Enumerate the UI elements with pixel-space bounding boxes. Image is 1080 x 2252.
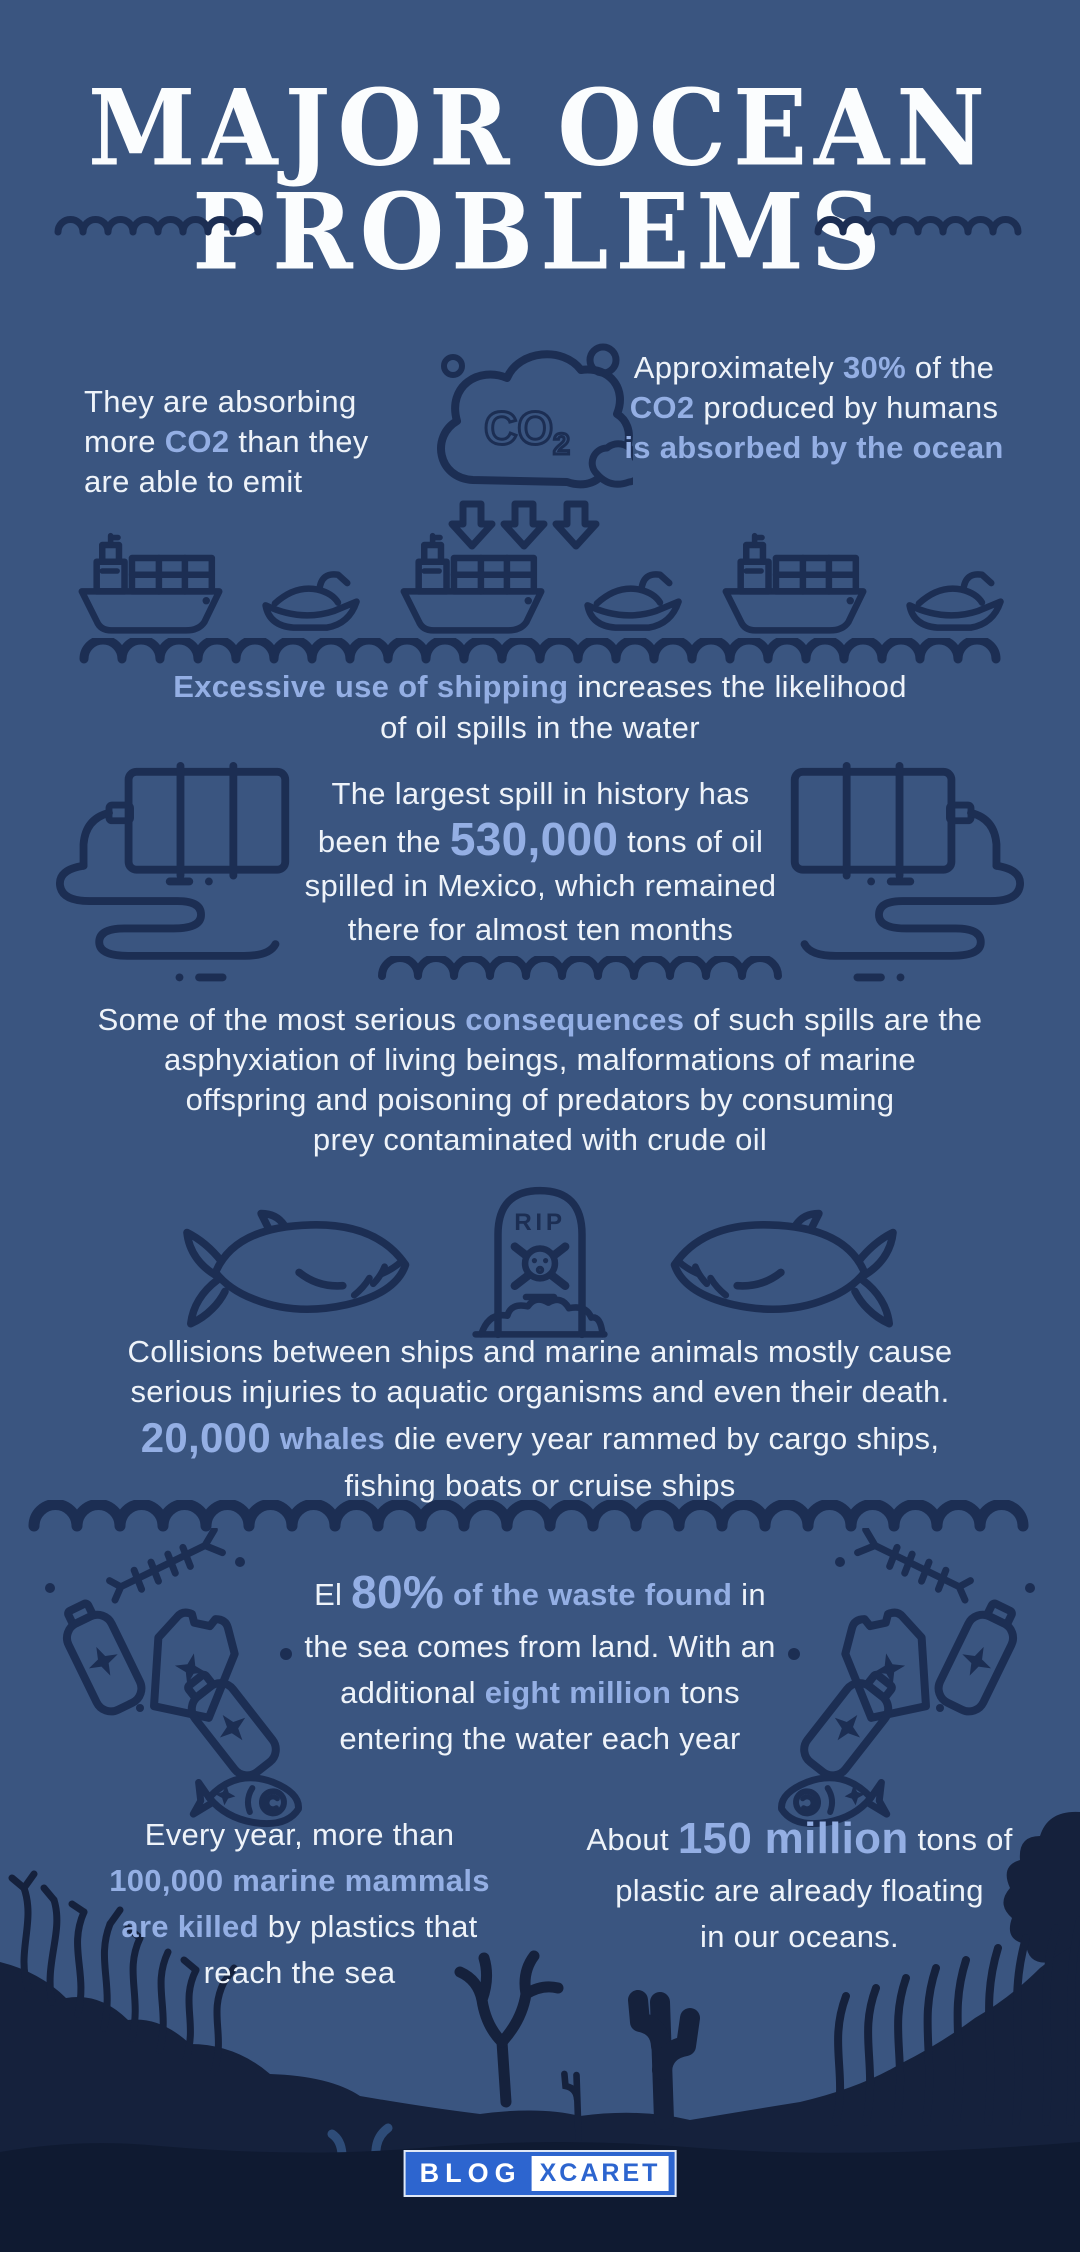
co2-right-text: Approximately 30% of the CO2 produced by humans is absorbed by the ocean (624, 350, 1004, 465)
speedboat-icon (260, 558, 364, 636)
accent-150-million: 150 million (677, 1814, 909, 1863)
accent-co2: CO2 (629, 390, 695, 425)
accent-co2: CO2 (164, 424, 230, 459)
whale-collision-row (0, 1162, 1080, 1347)
consequences-text: Some of the most serious consequences of such spills are the asphyxiation of living beings, malformations of marine offspring and poisoning of predators by consuming prey contaminated with crude oil (97, 1002, 983, 1157)
collisions-text: Collisions between ships and marine animals mostly cause serious injuries to aquatic organisms and even their death. 20,000 whales die every year rammed by cargo ships, fishing boats or cruise ships (127, 1334, 953, 1503)
accent-absorbed: is absorbed by the ocean (624, 430, 1004, 465)
accent-waste-found: of the waste found (444, 1577, 733, 1612)
shipping-text: Excessive use of shipping increases the likelihood of oil spills in the water (173, 669, 907, 745)
cargo-ship-icon (716, 532, 874, 636)
blog-xcaret-logo (404, 2150, 677, 2197)
fish-skeleton-icon (853, 1529, 976, 1600)
accent-shipping: Excessive use of shipping (173, 669, 569, 704)
plastic-bottle-icon (933, 1597, 1024, 1717)
spill-text: The largest spill in history has been the 530,000 tons of oil spilled in Mexico, which remained there for almost ten months (304, 776, 777, 947)
mammals-text: Every year, more than 100,000 marine mammals are killed by plastics that reach the sea (109, 1817, 490, 1990)
logo-blog-label: BLOG (419, 2158, 522, 2188)
title-line-1: MAJOR OCEAN (88, 66, 992, 190)
page-title (0, 66, 1080, 294)
whale-icon (156, 1185, 446, 1337)
logo-xcaret-label: XCARET (532, 2156, 669, 2191)
co2-left-text: They are absorbing more CO2 than they are able to emit (84, 384, 369, 499)
accent-80pct: 80% (351, 1566, 445, 1618)
speedboat-icon (582, 558, 686, 636)
accent-consequences: consequences (465, 1002, 685, 1037)
accent-eight-million: eight million (484, 1675, 672, 1710)
whale-icon (634, 1185, 924, 1337)
wave-divider (78, 638, 1003, 666)
wave-squiggle-left-icon (52, 214, 264, 238)
accent-100000-mammals: 100,000 marine mammals (109, 1863, 490, 1898)
cargo-ship-icon (394, 532, 552, 636)
cactus-coral (638, 2000, 690, 2120)
wave-squiggle-right-icon (812, 214, 1024, 238)
accent-are-killed: are killed (121, 1909, 259, 1944)
speedboat-icon (904, 558, 1008, 636)
ships-row (72, 532, 1008, 636)
accent-530000: 530,000 (449, 813, 619, 865)
waste-text: El 80% of the waste found in the sea comes from land. With an additional eight million tons entering the water each year (304, 1566, 776, 1756)
gravestone-icon (470, 1164, 610, 1347)
cargo-ship-icon (72, 532, 230, 636)
accent-20000: 20,000 (140, 1414, 271, 1461)
accent-whales: whales (271, 1421, 386, 1456)
oil-spill-section (0, 762, 1080, 1002)
plastic-text: About 150 million tons of plastic are already floating in our oceans. (586, 1814, 1013, 1954)
fish-skeleton-icon (104, 1529, 227, 1600)
plastic-bottle-icon (798, 1666, 904, 1782)
svg-text:RIP: RIP (514, 1208, 566, 1236)
title-line-2: PROBLEMS (192, 170, 888, 294)
accent-30pct: 30% (843, 350, 906, 385)
plastic-bottle-icon (55, 1597, 146, 1717)
wave-divider-small (378, 956, 782, 982)
plastic-bottle-icon (177, 1666, 283, 1782)
svg-text:CO2: $CO_2$ (484, 402, 570, 461)
